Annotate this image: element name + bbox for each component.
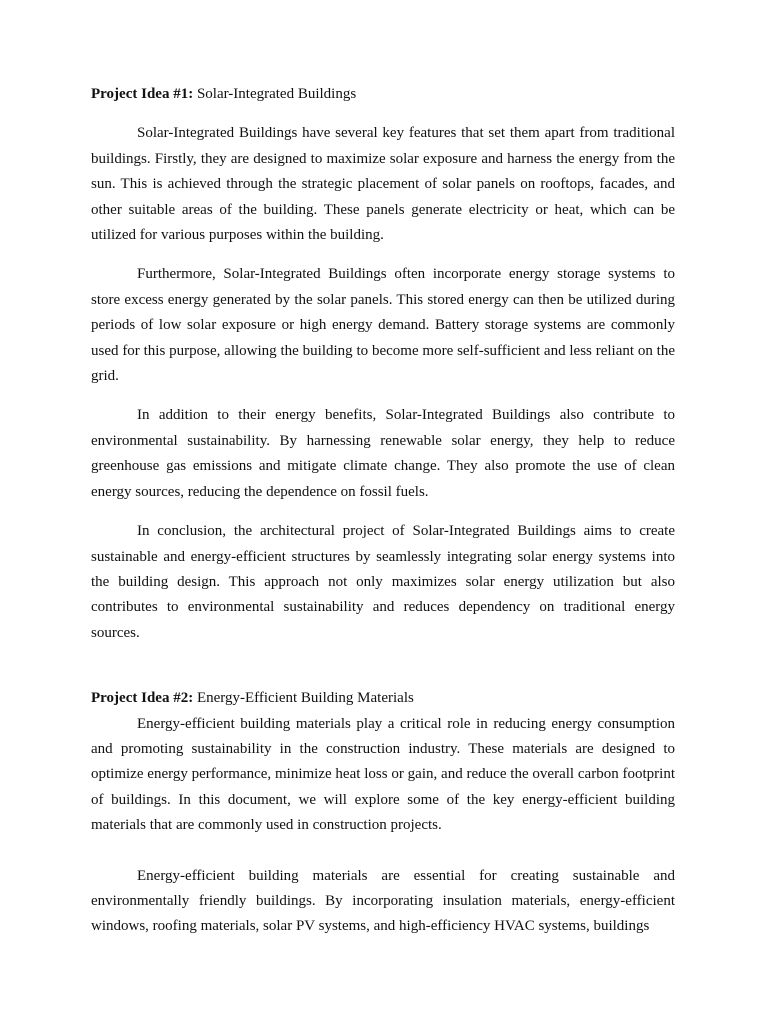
section-1-paragraph-1: Solar-Integrated Buildings have several key features that set them apart from traditional buildings. Firstly, they are designed to maximize solar exposure and harness the energy from the sun. This is achieved through the strategic placement of solar panels on rooftops, facades, and other suitable areas of the building. These panels generate electricity or heat, which can be utilized for various purposes within the building. xyxy=(91,125,675,244)
section-2-paragraph-1: Energy-efficient building materials play a critical role in reducing energy consumption and promoting sustainability in the construction industry. These materials are designed to optimize energy performance, minimize heat loss or gain, and reduce the overall carbon footprint of buildings. In this document, we will explore some of the key energy-efficient building materials that are commonly used in construction projects. xyxy=(91,715,675,834)
section-2-heading-title: Energy-Efficient Building Materials xyxy=(196,690,414,707)
section-1-heading-label: Project Idea #1: xyxy=(91,86,194,102)
section-1-heading xyxy=(91,82,675,107)
document-body xyxy=(91,82,675,940)
section-2-heading-label: Project Idea #2: xyxy=(91,690,194,707)
section-1-paragraph-4: In conclusion, the architectural project of Solar-Integrated Buildings aims to create sustainable and energy-efficient structures by seamlessly integrating solar energy systems into the building design. This approach not only maximizes solar energy utilization but also contributes to environmental sustainability and reduces dependency on traditional energy sources. xyxy=(91,523,675,641)
section-2-paragraph-2: Energy-efficient building materials are essential for creating sustainable and environmentally friendly buildings. By incorporating insulation materials, energy-efficient windows, roofing materials, solar PV systems, and high-efficiency HVAC systems, buildings xyxy=(91,867,675,935)
section-1-paragraph-2: Furthermore, Solar-Integrated Buildings often incorporate energy storage systems to store excess energy generated by the solar panels. This stored energy can then be utilized during periods of low solar exposure or high energy demand. Battery storage systems are commonly used for this purpose, allowing the building to become more self-sufficient and less reliant on the grid. xyxy=(91,266,675,385)
section-1-paragraph-3: In addition to their energy benefits, Solar-Integrated Buildings also contribute to environmental sustainability. By harnessing renewable solar energy, they help to reduce greenhouse gas emissions and mitigate climate change. They also promote the use of clean energy sources, reducing the dependence on fossil fuels. xyxy=(91,407,675,500)
section-2-heading xyxy=(91,686,675,711)
section-1-heading-title: Solar-Integrated Buildings xyxy=(196,86,357,102)
